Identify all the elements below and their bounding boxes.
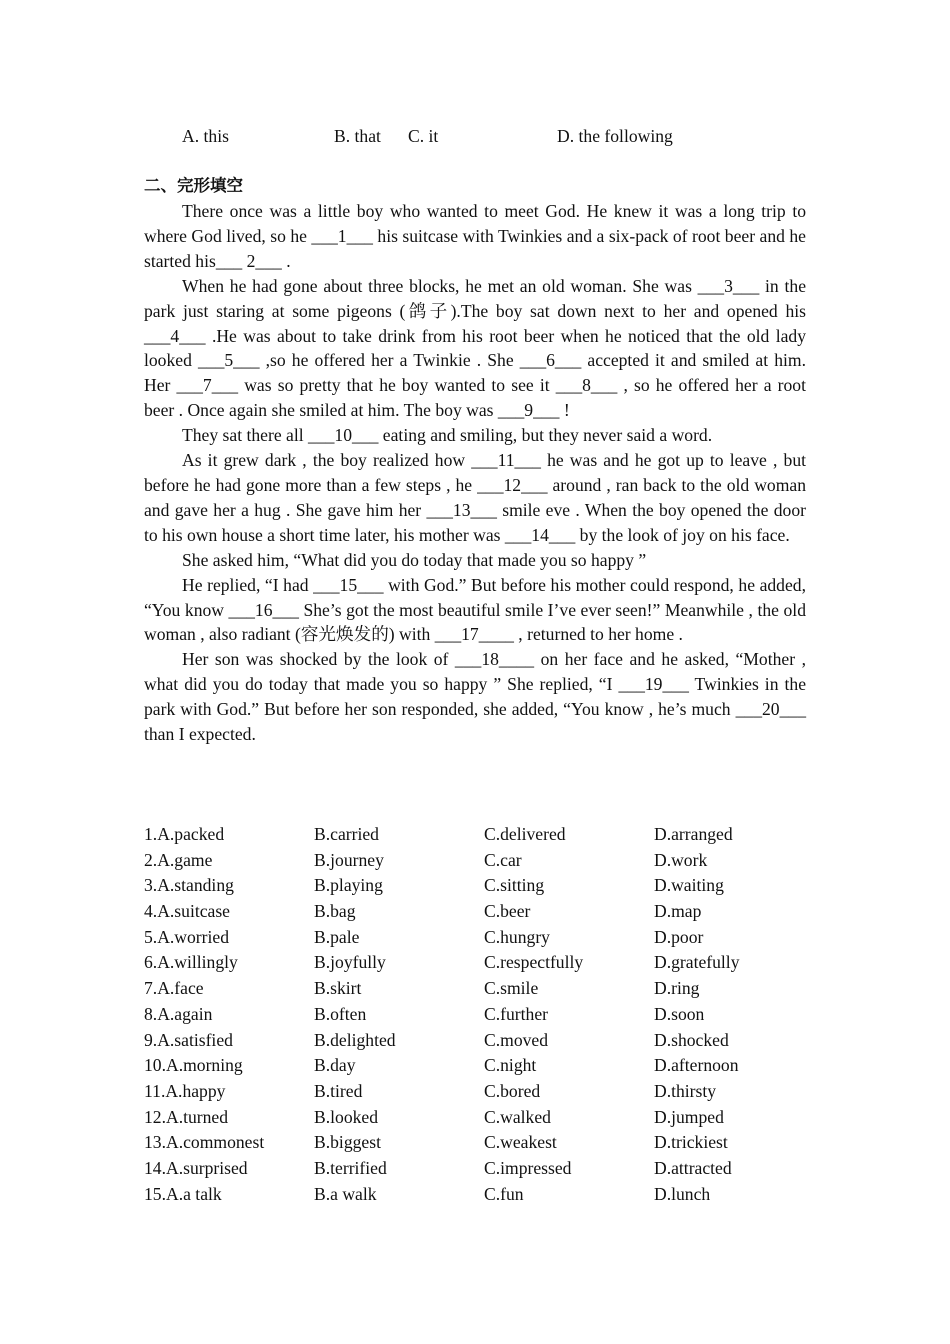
option-row xyxy=(144,1156,824,1182)
option-choice: 7.A.face xyxy=(144,978,204,999)
option-choice: D.soon xyxy=(654,1003,705,1024)
option-choice: C.further xyxy=(484,1003,549,1024)
option-choice: D.arranged xyxy=(654,824,733,844)
option-choice: C.delivered xyxy=(484,824,566,844)
passage-paragraph: They sat there all ___10___ eating and smiling, but they never said a word. xyxy=(182,425,713,446)
option-choice: 11.A.happy xyxy=(144,1080,226,1101)
option-row xyxy=(144,873,824,899)
option-choice: B.pale xyxy=(314,926,360,947)
passage-paragraph: She asked him, “What did you do today that made you so happy ” xyxy=(182,549,647,570)
option-choice: 4.A.suitcase xyxy=(144,901,230,922)
option-row xyxy=(144,822,824,848)
option-choice: 9.A.satisfied xyxy=(144,1029,233,1050)
option-choice: D.thirsty xyxy=(654,1080,717,1101)
option-choice: 14.A.surprised xyxy=(144,1157,248,1178)
option-b: B. that xyxy=(334,126,381,146)
passage-paragraph: As it grew dark , the boy realized how ___11___ he was and he got up to leave , but before he had gone more than a few steps , he ___12___ around , ran back to the old woman and gave her a hug . She gave him her ___13___ smile eve . When the boy opened the door to his own house a short time later, his mother was ___14___ by the look of joy on his face. xyxy=(144,450,806,545)
option-row xyxy=(144,950,824,976)
option-choice: D.work xyxy=(654,849,708,870)
option-choice: 15.A.a talk xyxy=(144,1183,222,1204)
option-row xyxy=(144,976,824,1002)
option-row xyxy=(144,1079,824,1105)
option-choice: B.carried xyxy=(314,824,379,844)
option-choice: B.terrified xyxy=(314,1157,387,1178)
option-choice: 12.A.turned xyxy=(144,1106,229,1127)
option-row xyxy=(144,1053,824,1079)
previous-question-options xyxy=(0,124,950,150)
option-choice: D.jumped xyxy=(654,1106,724,1127)
option-choice: B.journey xyxy=(314,849,384,870)
option-choice: D.shocked xyxy=(654,1029,729,1050)
option-choice: D.gratefully xyxy=(654,952,740,973)
passage-paragraph: When he had gone about three blocks, he met an old woman. She was ___3___ in the park just staring at some pigeons (鸽子).The boy sat down next to her and opened his ___4___ .He was about to take drink from his root beer when he noticed that the old lady looked ___5___ ,so he offered her a Twinkie . She ___6___ accepted it and smiled at him. Her ___7___ was so pretty that he boy wanted to see it ___8___ , so he offered her a root beer . Once again she smiled at him. The boy was ___9___ ! xyxy=(144,275,806,421)
option-choice: C.sitting xyxy=(484,875,545,896)
option-a: A. this xyxy=(182,126,229,146)
option-choice: B.looked xyxy=(314,1106,379,1127)
option-choice: C.bored xyxy=(484,1080,541,1101)
option-choice: 5.A.worried xyxy=(144,926,230,947)
option-choice: C.beer xyxy=(484,901,531,922)
option-choice: D.poor xyxy=(654,926,704,947)
option-choice: B.day xyxy=(314,1055,356,1076)
option-choice: D.trickiest xyxy=(654,1132,728,1153)
option-choice: 3.A.standing xyxy=(144,875,234,896)
option-choice: D.attracted xyxy=(654,1157,732,1178)
option-choice: C.fun xyxy=(484,1183,524,1204)
option-choice: B.tired xyxy=(314,1080,363,1101)
option-choice: D.lunch xyxy=(654,1183,711,1204)
option-choice: 1.A.packed xyxy=(144,824,225,844)
option-row xyxy=(144,925,824,951)
option-row xyxy=(144,1105,824,1131)
option-choice: C.moved xyxy=(484,1029,549,1050)
option-choice: C.walked xyxy=(484,1106,551,1127)
option-choice: C.night xyxy=(484,1055,537,1076)
option-choice: C.weakest xyxy=(484,1132,557,1153)
option-choice: 13.A.commonest xyxy=(144,1132,265,1153)
passage-paragraph: He replied, “I had ___15___ with God.” But before his mother could respond, he added, “You know ___16___ She’s got the most beautiful smile I’ve ever seen!” Meanwhile , the old woman , also radiant (容光焕发的) with ___17____ , returned to her home . xyxy=(144,574,806,645)
option-row xyxy=(144,848,824,874)
option-choice: D.map xyxy=(654,901,702,922)
option-choice: C.respectfully xyxy=(484,952,584,973)
option-choice: C.car xyxy=(484,849,522,870)
option-choice: 2.A.game xyxy=(144,849,213,870)
option-row xyxy=(144,1182,824,1208)
option-choice: B.a walk xyxy=(314,1183,377,1204)
option-choice: D.afternoon xyxy=(654,1055,739,1076)
option-row xyxy=(144,899,824,925)
section-title: 二、完形填空 xyxy=(144,176,243,195)
option-choice: B.skirt xyxy=(314,978,362,999)
option-choice: 6.A.willingly xyxy=(144,952,238,973)
option-choice: B.biggest xyxy=(314,1132,381,1153)
option-choice: 8.A.again xyxy=(144,1003,213,1024)
option-choice: C.smile xyxy=(484,978,539,999)
passage-paragraph: There once was a little boy who wanted to meet God. He knew it was a long trip to where God lived, so he ___1___ his suitcase with Twinkies and a six-pack of root beer and he started his___ 2___ . xyxy=(144,201,806,271)
option-choice: C.impressed xyxy=(484,1157,572,1178)
option-choice: 10.A.morning xyxy=(144,1055,243,1076)
option-choice: B.playing xyxy=(314,875,383,896)
option-choice: D.ring xyxy=(654,978,700,999)
option-choice: B.delighted xyxy=(314,1029,396,1050)
passage-paragraph: Her son was shocked by the look of ___18____ on her face and he asked, “Mother , what did you do today that made you so happy ” She replied, “I ___19___ Twinkies in the park with God.” But before her son responded, she added, “You know , he’s much ___20___ than I expected. xyxy=(144,649,806,745)
option-row xyxy=(144,1002,824,1028)
option-d: D. the following xyxy=(557,126,673,146)
cloze-passage xyxy=(144,199,806,747)
option-choice: B.often xyxy=(314,1003,367,1024)
answer-options-table xyxy=(144,822,824,1207)
option-choice: B.bag xyxy=(314,901,356,922)
option-row xyxy=(144,1028,824,1054)
option-choice: C.hungry xyxy=(484,926,550,947)
option-c: C. it xyxy=(408,126,439,146)
option-choice: D.waiting xyxy=(654,875,724,896)
option-row xyxy=(144,1130,824,1156)
option-choice: B.joyfully xyxy=(314,952,386,973)
